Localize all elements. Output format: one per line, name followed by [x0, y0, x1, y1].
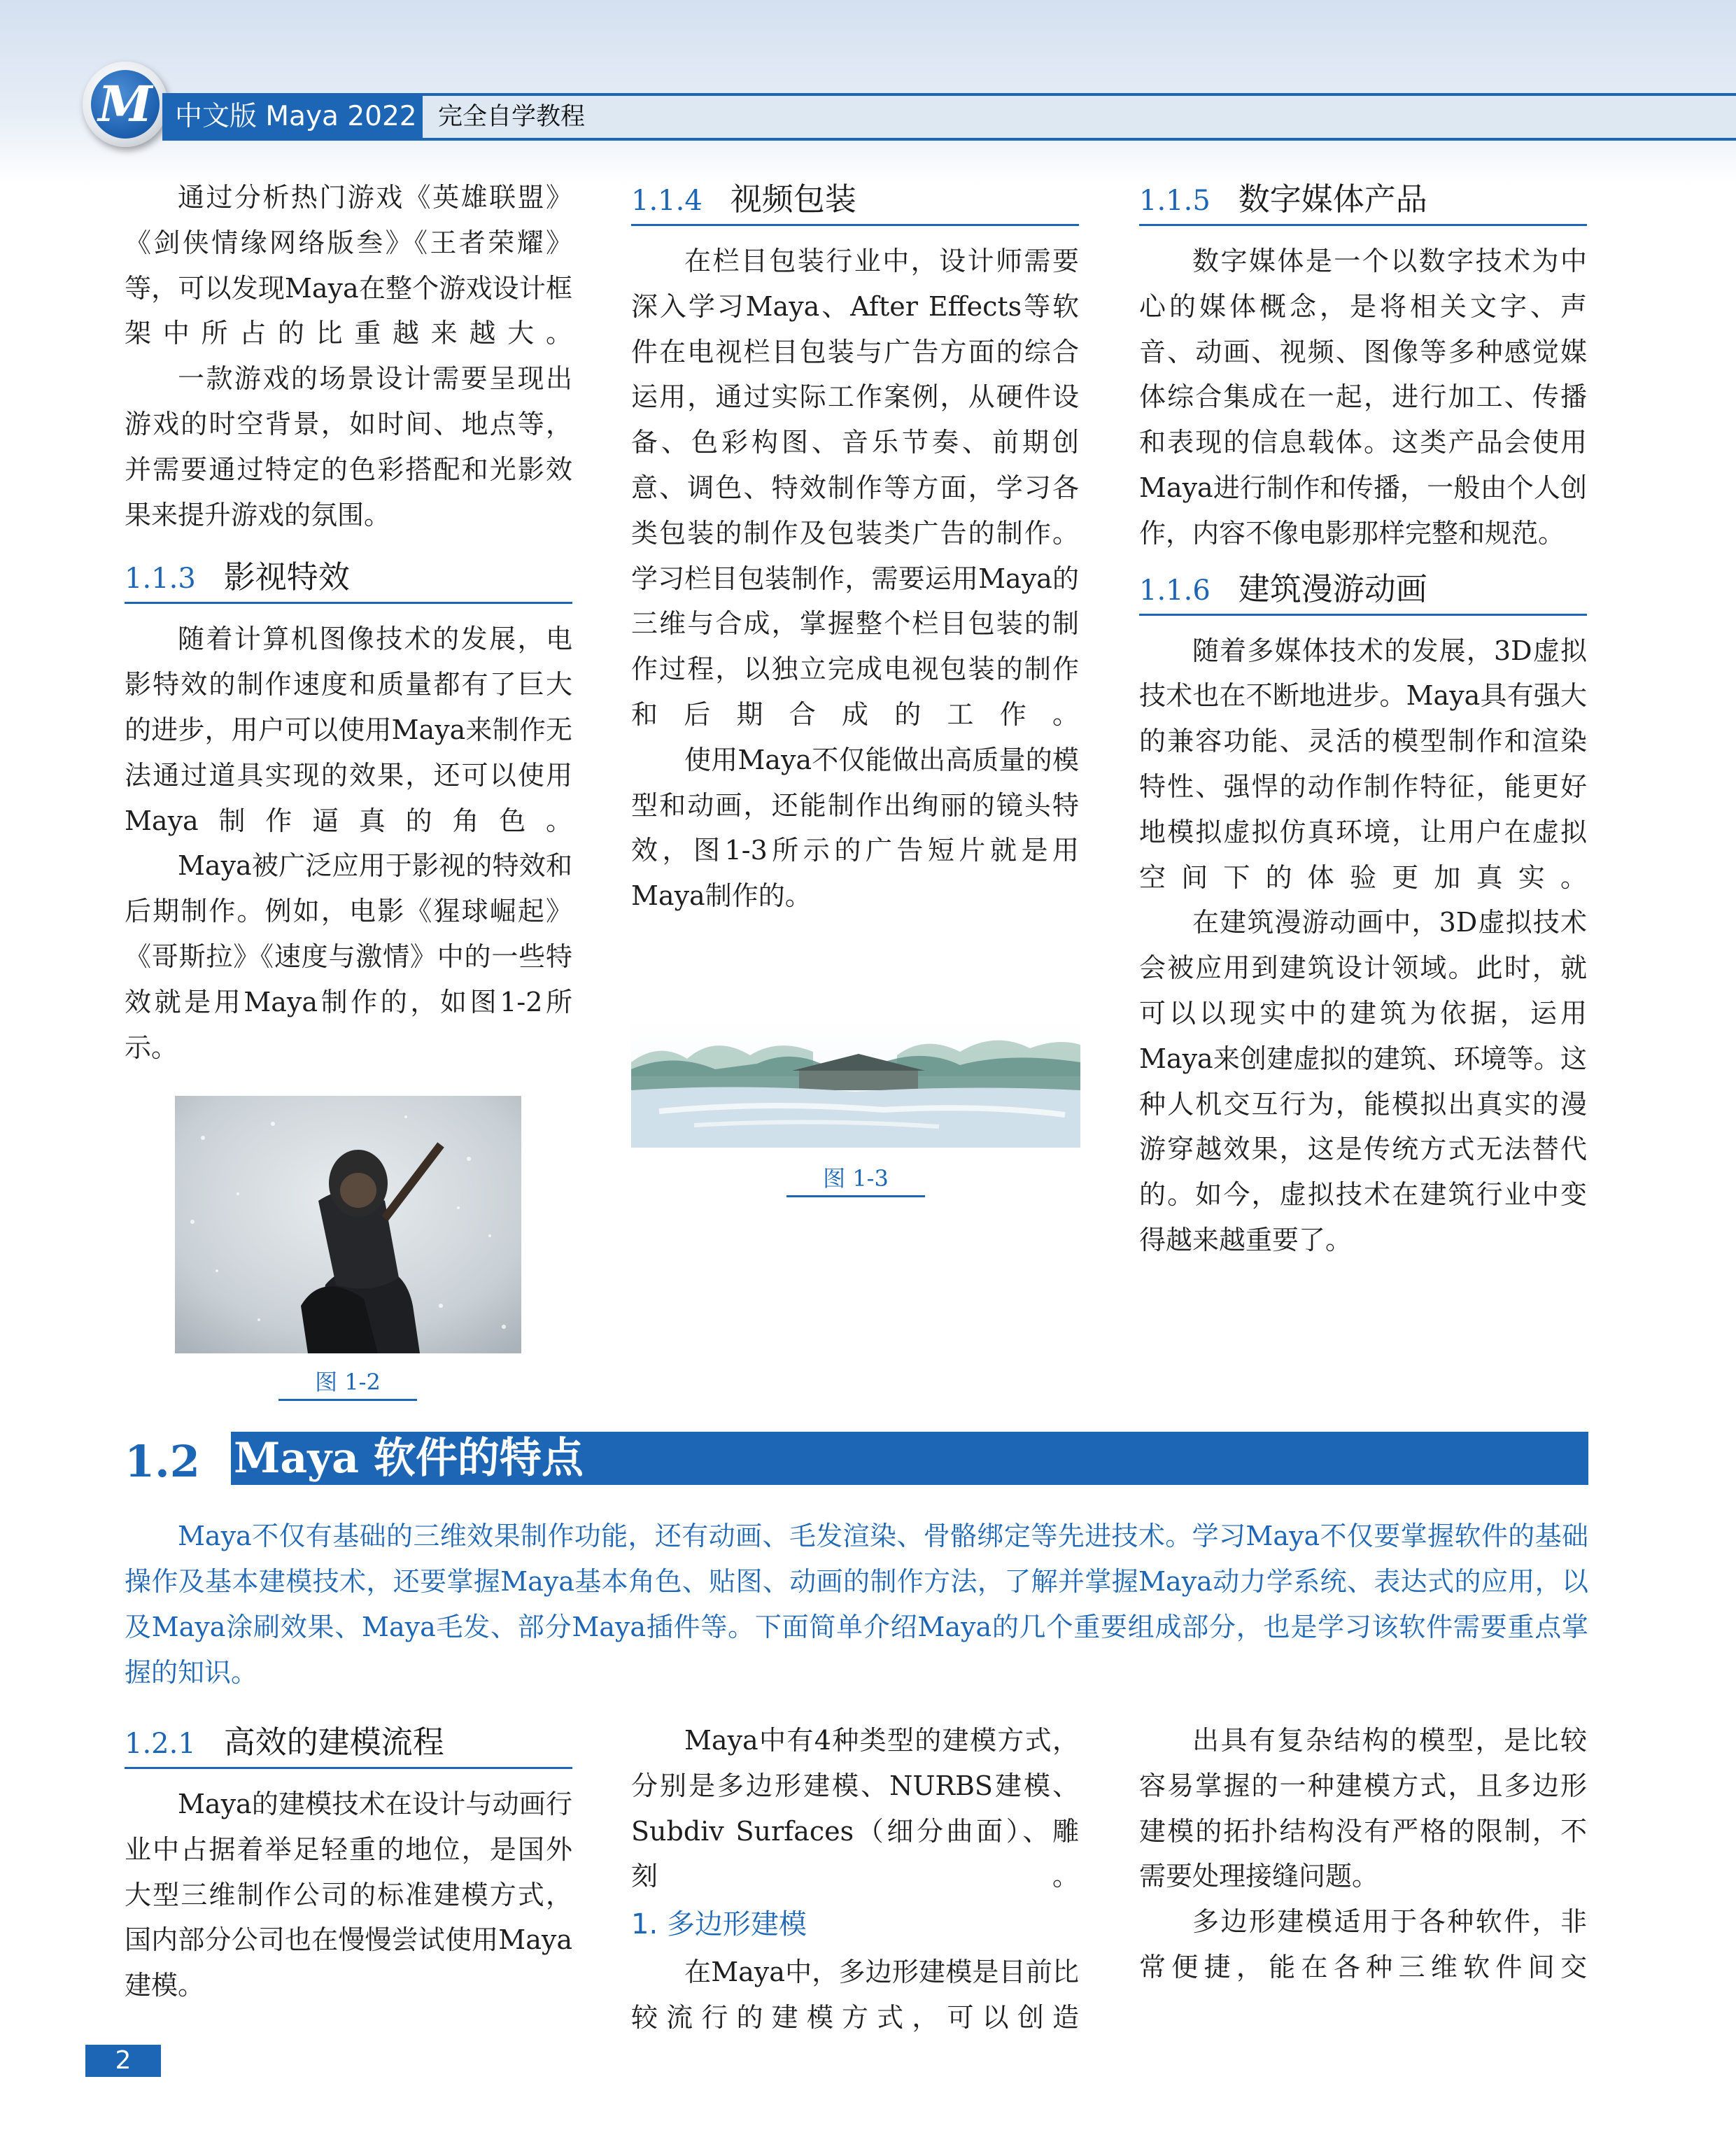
bottom-column-1	[125, 1718, 572, 2008]
paragraph: 多边形建模适用于各种软件，非常便捷，能在各种三维软件间交	[1139, 1906, 1587, 1982]
paragraph: Maya的建模技术在设计与动画行业中占据着举足轻重的地位，是国外大型三维制作公司的标准建模方式，国内部分公司也在慢慢尝试使用Maya建模。	[125, 1789, 572, 2001]
chapter-title: Maya 软件的特点	[231, 1432, 1588, 1485]
paragraph: 通过分析热门游戏《英雄联盟》《剑侠情缘网络版叁》《王者荣耀》等，可以发现Maya在整个游戏设计框架中所占的比重越来越大。	[125, 182, 572, 349]
paragraph: 随着计算机图像技术的发展，电影特效的制作速度和质量都有了巨大的进步，用户可以使用Maya来制作无法通过道具实现的效果，还可以使用Maya制作逼真的角色。	[125, 623, 572, 836]
figure-1-2-image	[175, 1096, 521, 1353]
section-heading-1-1-5	[1139, 175, 1587, 226]
section-heading-1-1-3	[125, 553, 572, 604]
chapter-intro	[125, 1514, 1588, 1696]
section-number: 1.1.6	[1139, 574, 1211, 607]
section-heading-1-1-6	[1139, 565, 1587, 616]
column-2	[631, 175, 1079, 919]
section-title: 建筑漫游动画	[1238, 570, 1427, 607]
paragraph: 数字媒体是一个以数字技术为中心的媒体概念，是将相关文字、声音、动画、视频、图像等多种感觉媒体综合集成在一起，进行加工、传播和表现的信息载体。这类产品会使用Maya进行制作和传播，一般由个人创作，内容不像电影那样完整和规范。	[1139, 246, 1587, 549]
figure-1-3-image	[631, 1020, 1080, 1148]
paragraph: 在建筑漫游动画中，3D虚拟技术会被应用到建筑设计领域。此时，就可以以现实中的建筑为依据，运用Maya来创建虚拟的建筑、环境等。这种人机交互行为，能模拟出真实的漫游穿越效果，这是传统方式无法替代的。如今，虚拟技术在建筑行业中变得越来越重要了。	[1139, 907, 1587, 1255]
paragraph: Maya中有4种类型的建模方式，分别是多边形建模、NURBS建模、Subdiv Surfaces（细分曲面）、雕刻。	[631, 1725, 1079, 1892]
section-number: 1.1.5	[1139, 185, 1211, 217]
paragraph: 在栏目包装行业中，设计师需要深入学习Maya、After Effects等软件在电视栏目包装与广告方面的综合运用，通过实际工作案例，从硬件设备、色彩构图、音乐节奏、前期创意、调色、特效制作等方面，学习各类包装的制作及包装类广告的制作。学习栏目包装制作，需要运用Maya的三维与合成，掌握整个栏目包装的制作过程，以独立完成电视包装的制作和后期合成的工作。	[631, 246, 1079, 730]
page-number: 2	[85, 2045, 161, 2077]
book-title: 中文版 Maya 2022	[162, 93, 423, 141]
section-title: 影视特效	[223, 558, 350, 596]
figure-1-2-caption: 图 1-2	[278, 1365, 417, 1401]
bottom-column-3	[1139, 1718, 1587, 1990]
section-title: 高效的建模流程	[223, 1724, 444, 1761]
section-number: 1.1.3	[125, 563, 196, 596]
section-heading-1-2-1	[125, 1718, 572, 1769]
column-3	[1139, 175, 1587, 1263]
paragraph: Maya不仅有基础的三维效果制作功能，还有动画、毛发渲染、骨骼绑定等先进技术。学习Maya不仅要掌握软件的基础操作及基本建模技术，还要掌握Maya基本角色、贴图、动画的制作方法，了解并掌握Maya动力学系统、表达式的应用，以及Maya涂刷效果、Maya毛发、部分Maya插件等。下面简单介绍Maya的几个重要组成部分，也是学习该软件需要重点掌握的知识。	[125, 1521, 1588, 1688]
column-1	[125, 175, 572, 1070]
bottom-column-2	[631, 1718, 1079, 2041]
paragraph: 随着多媒体技术的发展，3D虚拟技术也在不断地进步。Maya具有强大的兼容功能、灵活的模型制作和渲染特性、强悍的动作制作特征，能更好地模拟虚拟仿真环境，让用户在虚拟空间下的体验更加真实。	[1139, 635, 1587, 893]
section-heading-1-1-4	[631, 175, 1079, 226]
paragraph: Maya被广泛应用于影视的特效和后期制作。例如，电影《猩球崛起》《哥斯拉》《速度与激情》中的一些特效就是用Maya制作的，如图1-2所示。	[125, 850, 572, 1063]
section-title: 数字媒体产品	[1238, 181, 1427, 218]
section-title: 视频包装	[730, 181, 856, 218]
chapter-number: 1.2	[125, 1436, 200, 1487]
subsection-heading: 1. 多边形建模	[631, 1908, 807, 1941]
figure-1-3-caption: 图 1-3	[786, 1162, 925, 1197]
section-number: 1.2.1	[125, 1728, 196, 1760]
paragraph: 一款游戏的场景设计需要呈现出游戏的时空背景，如时间、地点等，并需要通过特定的色彩搭配和光影效果来提升游戏的氛围。	[125, 363, 572, 530]
book-subtitle: 完全自学教程	[423, 93, 1736, 141]
paragraph: 使用Maya不仅能做出高质量的模型和动画，还能制作出绚丽的镜头特效，图1-3所示的广告短片就是用Maya制作的。	[631, 744, 1079, 912]
section-number: 1.1.4	[631, 185, 703, 217]
logo-letter: M	[91, 70, 160, 139]
paragraph: 在Maya中，多边形建模是目前比较流行的建模方式，可以创造	[631, 1957, 1079, 2033]
book-logo	[83, 62, 168, 147]
paragraph: 出具有复杂结构的模型，是比较容易掌握的一种建模方式，且多边形建模的拓扑结构没有严格的限制，不需要处理接缝问题。	[1139, 1725, 1587, 1892]
